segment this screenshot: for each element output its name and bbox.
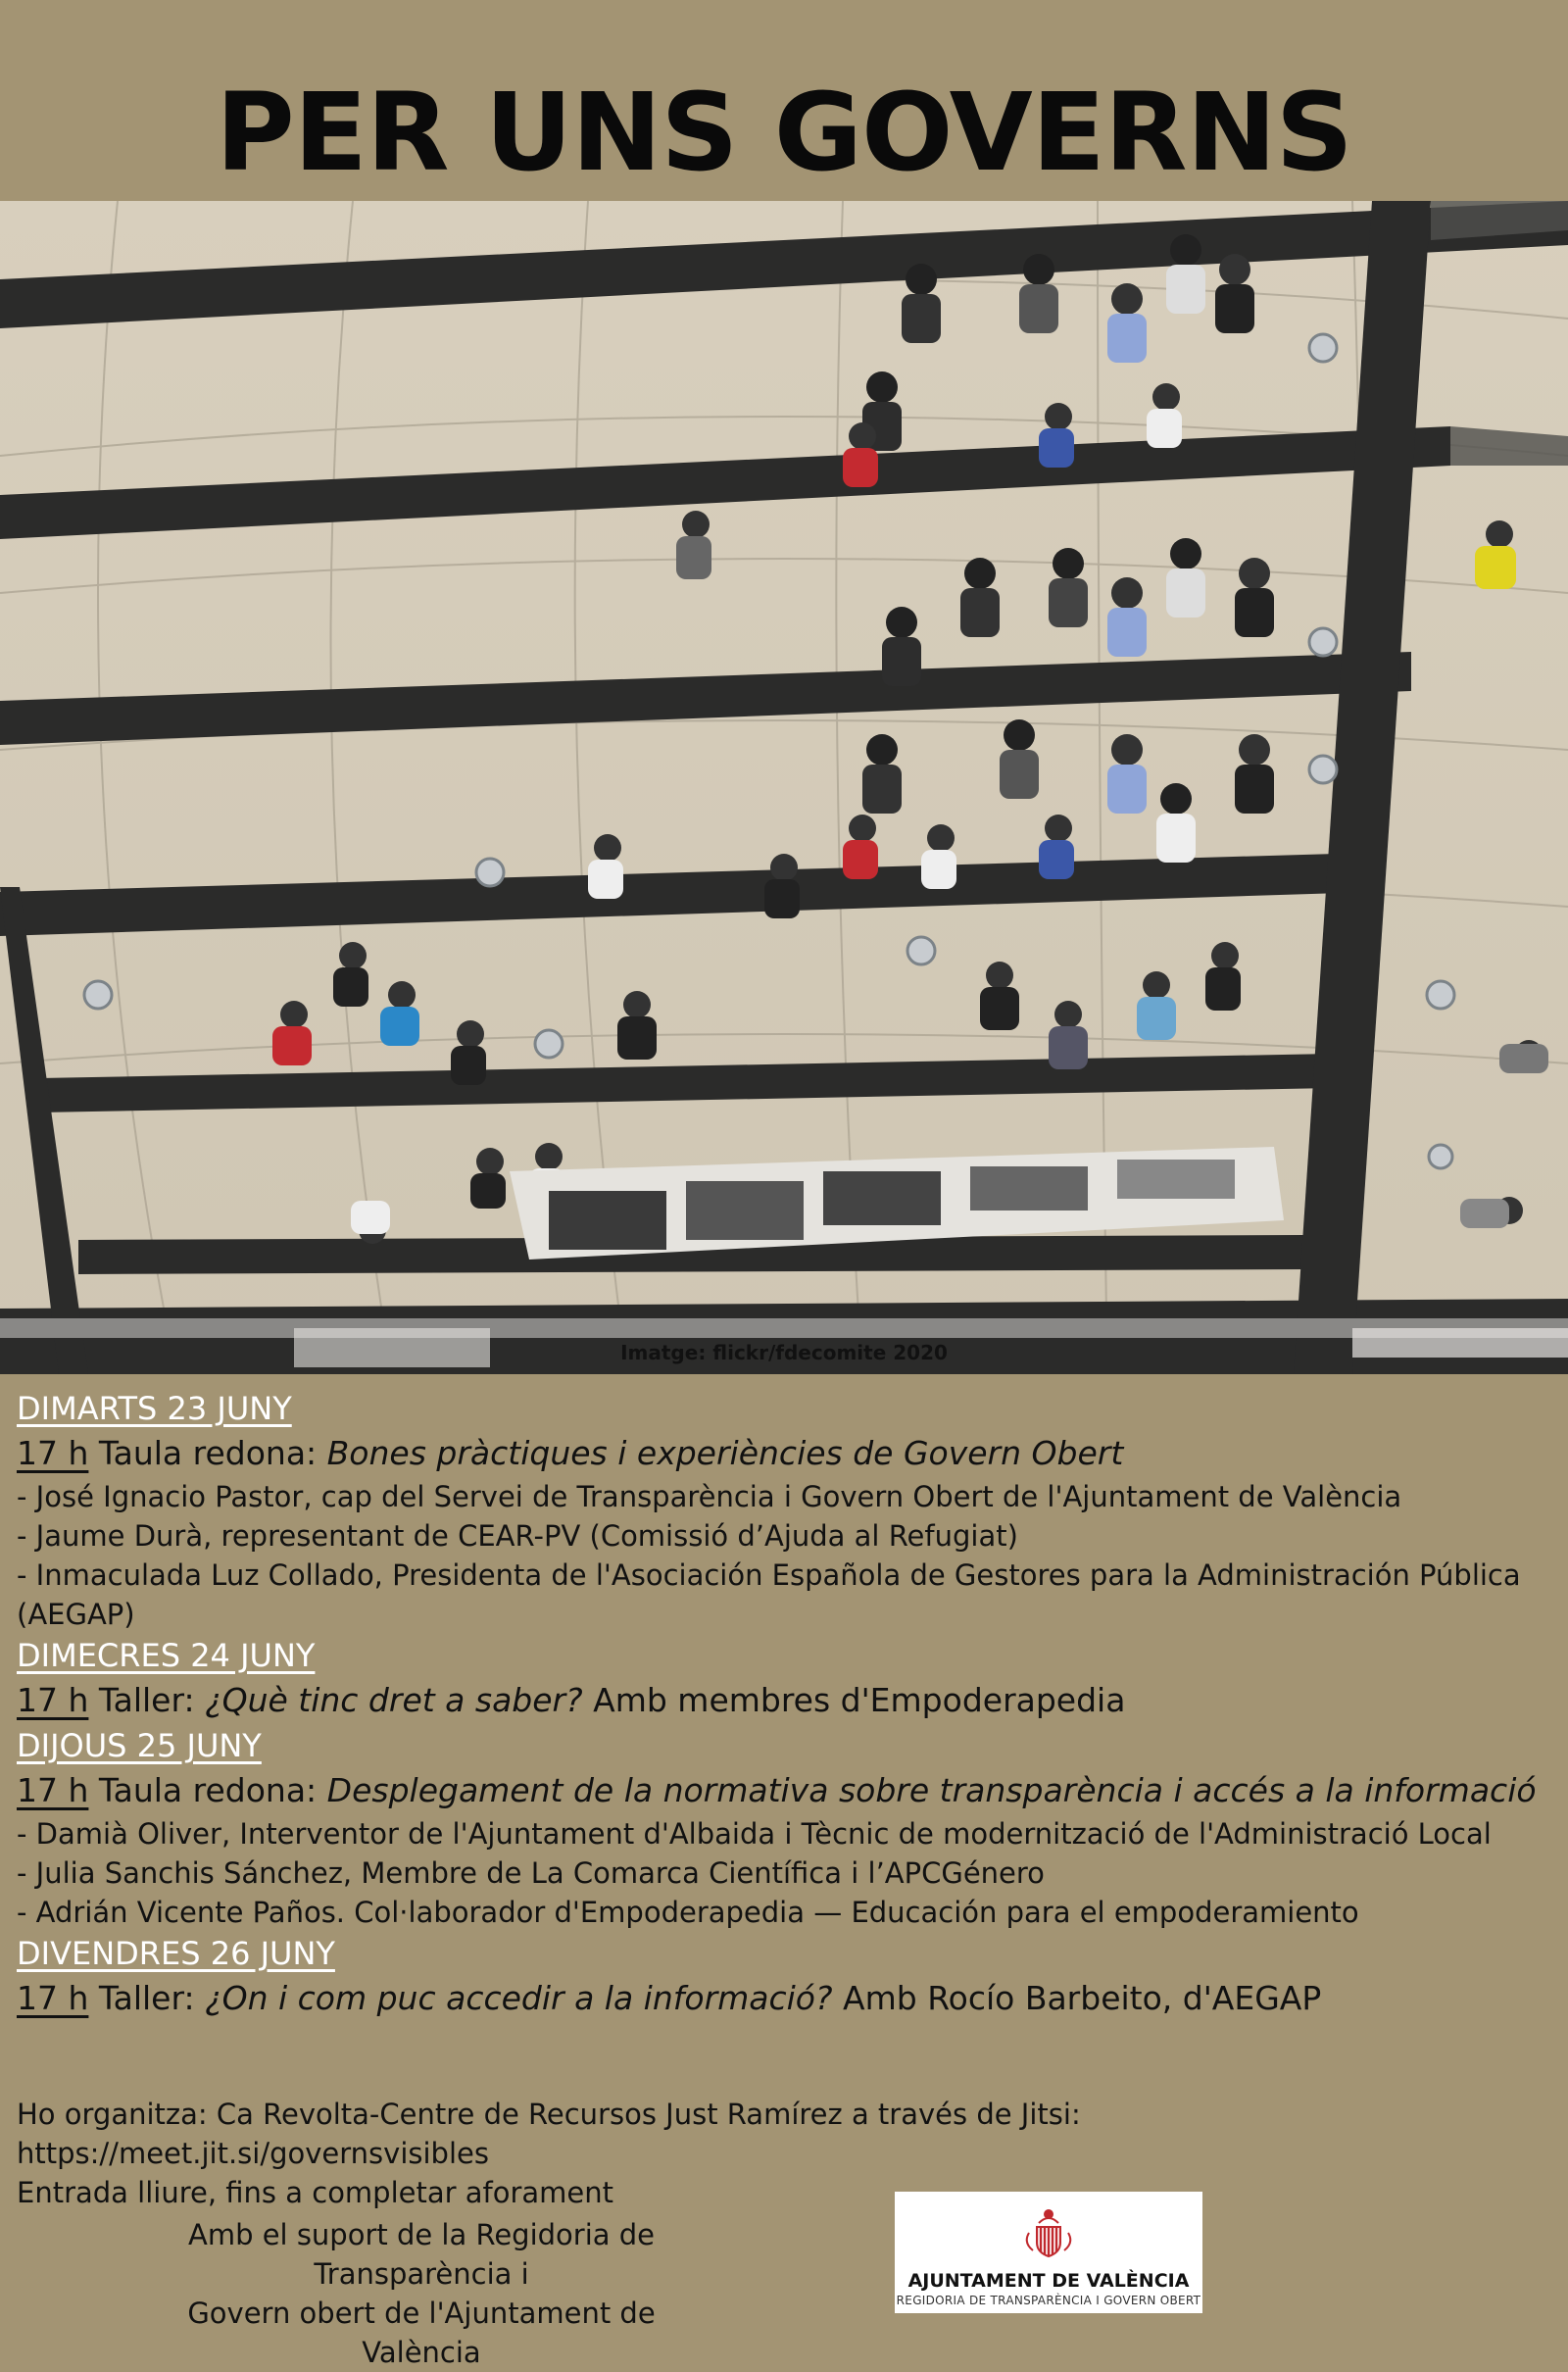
support-text (137, 2215, 706, 2372)
poster-title: PER UNS GOVERNS (216, 70, 1352, 195)
session-line (17, 1677, 1560, 1724)
session-topic: ¿Què tinc dret a saber? (205, 1681, 583, 1719)
session-topic: ¿On i com puc accedir a la informació? (205, 1979, 833, 2017)
support-line: Amb el suport de la Regidoria de Transparència i (187, 2218, 656, 2291)
organizer-text: Ho organitza: Ca Revolta-Centre de Recursos Just Ramírez a través de Jitsi: https://meet.jit.si/governsvisibles (17, 2098, 1081, 2170)
support-line: Govern obert de l'Ajuntament de València (187, 2297, 656, 2369)
session-after: Amb membres d'Empoderapedia (593, 1681, 1126, 1719)
session-time: 17 h (17, 1979, 89, 2017)
session-type: Taula redona: (98, 1434, 318, 1472)
day-heading: DIMARTS 23 JUNY (17, 1390, 292, 1427)
session-type: Taller: (98, 1681, 195, 1719)
participant: - Julia Sanchis Sánchez, Membre de La Comarca Científica i l’APCGénero (17, 1856, 1045, 1890)
mirror-ceiling-illustration (0, 201, 1568, 1374)
participant: - Adrián Vicente Paños. Col·laborador d'Empoderapedia — Educación para el empoderamiento (17, 1896, 1359, 1929)
session-topic: Bones pràctiques i experiències de Govern Obert (326, 1434, 1124, 1472)
session-line (17, 1767, 1560, 1814)
program-schedule (17, 1387, 1560, 2022)
event-friday (17, 1932, 1560, 2022)
session-topic: Desplegament de la normativa sobre transparència i accés a la informació (326, 1771, 1537, 1809)
day-heading: DIMECRES 24 JUNY (17, 1637, 316, 1674)
event-tuesday (17, 1387, 1560, 1634)
session-line (17, 1430, 1560, 1477)
participant: - Damià Oliver, Interventor de l'Ajuntament d'Albaida i Tècnic de modernització de l'Administració Local (17, 1817, 1492, 1851)
day-heading: DIJOUS 25 JUNY (17, 1727, 262, 1764)
participant: - Jaume Durà, representant de CEAR-PV (Comissió d’Ajuda al Refugiat) (17, 1519, 1018, 1553)
entry-text: Entrada lliure, fins a completar aforament (17, 2176, 614, 2209)
session-type: Taula redona: (98, 1771, 318, 1809)
header-photo (0, 201, 1568, 1374)
event-wednesday (17, 1634, 1560, 1724)
participant: - Inmaculada Luz Collado, Presidenta de l'Asociación Española de Gestores para la Administración Pública (AEGAP) (17, 1558, 1521, 1631)
day-heading: DIVENDRES 26 JUNY (17, 1935, 335, 1972)
event-info (17, 2095, 1560, 2212)
logo-subtitle: REGIDORIA DE TRANSPARÈNCIA I GOVERN OBERT (896, 2294, 1201, 2307)
ajuntament-logo (895, 2192, 1202, 2313)
city-crest-icon (1019, 2205, 1078, 2264)
session-time: 17 h (17, 1771, 89, 1809)
session-time: 17 h (17, 1434, 89, 1472)
photo-credit: Imatge: flickr/fdecomite 2020 (620, 1341, 948, 1364)
session-time: 17 h (17, 1681, 89, 1719)
participant: - José Ignacio Pastor, cap del Servei de Transparència i Govern Obert de l'Ajuntament de València (17, 1480, 1402, 1513)
session-type: Taller: (98, 1979, 195, 2017)
session-after: Amb Rocío Barbeito, d'AEGAP (843, 1979, 1322, 2017)
event-thursday (17, 1724, 1560, 1932)
logo-name: AJUNTAMENT DE VALÈNCIA (907, 2270, 1190, 2292)
session-line (17, 1975, 1560, 2022)
